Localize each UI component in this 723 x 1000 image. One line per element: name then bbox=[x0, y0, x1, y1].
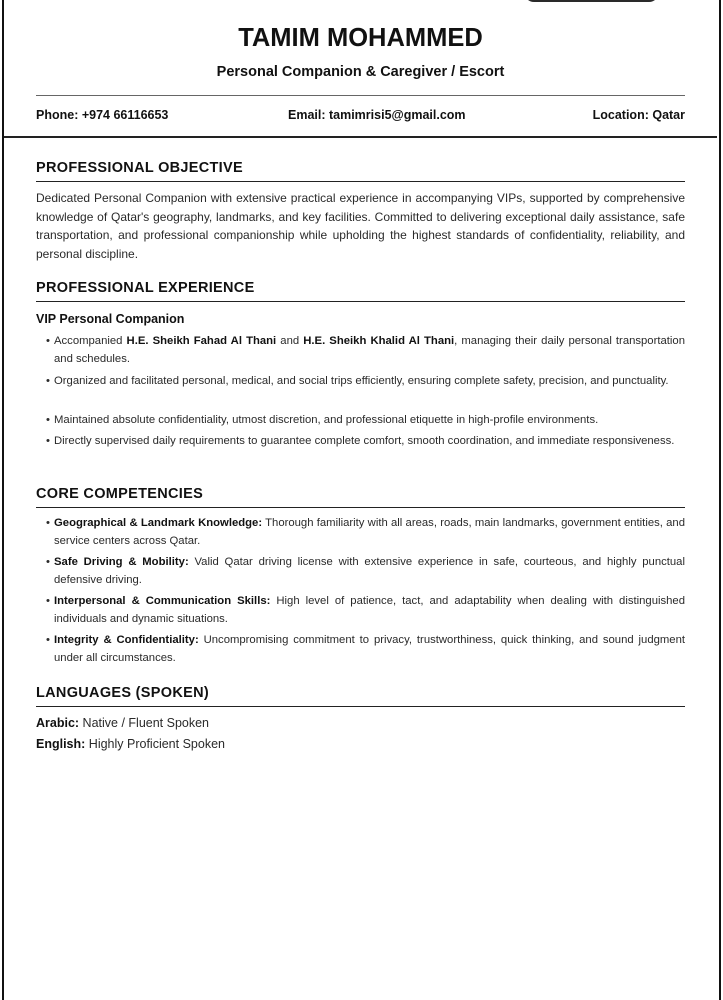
bullet-glyph: • bbox=[46, 556, 50, 568]
bullet-glyph: • bbox=[46, 595, 50, 607]
section-heading-objective: PROFESSIONAL OBJECTIVE bbox=[36, 160, 685, 182]
competency-label: Integrity & Confidentiality: bbox=[54, 634, 199, 646]
language-item bbox=[36, 737, 685, 751]
experience-role: VIP Personal Companion bbox=[36, 312, 185, 326]
experience-bullet: • Maintained absolute confidentiality, utmost discretion, and professional etiquette in high-profile environments. bbox=[46, 412, 685, 430]
vip-name: H.E. Sheikh Khalid Al Thani bbox=[303, 335, 455, 347]
page-border-right bbox=[719, 0, 721, 1000]
contact-email: Email: tamimrisi5@gmail.com bbox=[288, 108, 466, 122]
header-divider-full bbox=[4, 136, 717, 138]
bullet-glyph: • bbox=[46, 375, 50, 387]
language-level: Native / Fluent Spoken bbox=[79, 716, 210, 730]
objective-text: Dedicated Personal Companion with extensive practical experience in accompanying VIPs, supported by comprehensive knowledge of Qatar's geography, landmarks, and key facilities. Committed to delivering exceptional daily assistance, safe transportation, and professional companionship while upholding the highest standards of confidentiality, reliability, and personal discipline. bbox=[36, 191, 685, 261]
bullet-glyph: • bbox=[46, 634, 50, 646]
language-level: Highly Proficient Spoken bbox=[85, 737, 225, 751]
section-heading-competencies: CORE COMPETENCIES bbox=[36, 486, 685, 508]
bullet-glyph: • bbox=[46, 517, 50, 529]
competency-item: • Integrity & Confidentiality: Uncompromising commitment to privacy, trustworthiness, quick thinking, and sound judgment under all circumstances. bbox=[46, 634, 685, 664]
competency-label: Geographical & Landmark Knowledge: bbox=[54, 517, 263, 529]
bullet-glyph: • bbox=[46, 335, 50, 347]
bullet-glyph: • bbox=[46, 435, 50, 447]
candidate-title: Personal Companion & Caregiver / Escort bbox=[216, 64, 505, 80]
language-label: Arabic: bbox=[36, 716, 80, 730]
experience-bullet: • Organized and facilitated personal, medical, and social trips efficiently, ensuring complete safety, precision, and punctuality. bbox=[46, 373, 685, 391]
competency-label: Safe Driving & Mobility: bbox=[54, 556, 189, 568]
competency-item: • Safe Driving & Mobility: Valid Qatar driving license with extensive experience in safe, courteous, and highly punctual defensive driving. bbox=[46, 556, 685, 586]
top-edge-shape bbox=[524, 0, 659, 2]
language-item bbox=[36, 716, 685, 730]
contact-phone: Phone: +974 66116653 bbox=[36, 108, 169, 122]
competency-item: • Interpersonal & Communication Skills: High level of patience, tact, and adaptability when dealing with distinguished individuals and dynamic situations. bbox=[46, 595, 685, 625]
section-heading-experience: PROFESSIONAL EXPERIENCE bbox=[36, 280, 685, 302]
competency-label: Interpersonal & Communication Skills: bbox=[54, 595, 271, 607]
page-border-left bbox=[2, 0, 4, 1000]
title-divider bbox=[36, 95, 685, 96]
experience-bullet: • Directly supervised daily requirements to guarantee complete comfort, smooth coordination, and immediate responsiveness. bbox=[46, 433, 685, 451]
contact-location: Location: Qatar bbox=[592, 108, 685, 122]
vip-name: H.E. Sheikh Fahad Al Thani bbox=[126, 335, 277, 347]
candidate-name: TAMIM MOHAMMED bbox=[238, 24, 483, 52]
language-label: English: bbox=[36, 737, 86, 751]
experience-bullet: • Accompanied H.E. Sheikh Fahad Al Thani and H.E. Sheikh Khalid Al Thani, managing their daily personal transportation and schedules. bbox=[46, 335, 685, 365]
competency-item: • Geographical & Landmark Knowledge: Thorough familiarity with all areas, roads, main landmarks, government entities, and service centers across Qatar. bbox=[46, 517, 685, 547]
section-heading-languages: LANGUAGES (SPOKEN) bbox=[36, 685, 685, 707]
bullet-glyph: • bbox=[46, 414, 50, 426]
